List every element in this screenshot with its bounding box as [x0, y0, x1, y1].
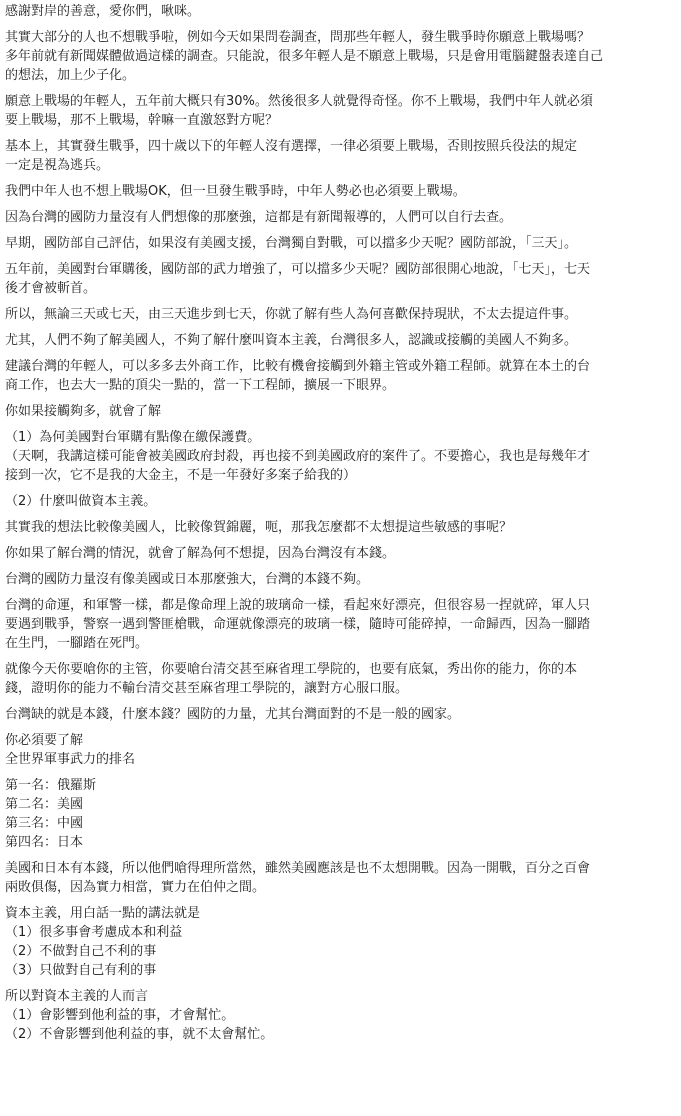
list-item: （1）會影響到他利益的事，才會幫忙。: [5, 1008, 235, 1023]
capitalism-conclusion-list: [5, 987, 681, 1044]
text-line: 所以，無論三天或七天，由三天進步到七天，你就了解有些人為何喜歡保持現狀，不太去提這件事。: [5, 307, 578, 322]
paragraph: [5, 182, 681, 201]
paragraph: [5, 234, 681, 253]
text-line: （天啊，我講這樣可能會被美國政府封殺，再也接不到美國政府的案件了。不要擔心，我也是每幾年才: [5, 449, 591, 464]
text-line: 後才會被斬首。: [5, 281, 97, 296]
text-line: 多年前就有新聞媒體做過這樣的調查。只能說，很多年輕人是不願意上戰場，只是會用電腦鍵盤表達自己: [5, 49, 604, 64]
list-item: （2）不會影響到他利益的事，就不太會幫忙。: [5, 1027, 274, 1042]
text-line: 其實大部分的人也不想戰爭啦，例如今天如果問卷調查，問那些年輕人，發生戰爭時你願意上戰場嗎？: [5, 30, 591, 45]
ranking-list: [5, 776, 681, 852]
text-line: 因為台灣的國防力量沒有人們想像的那麼強，這都是有新聞報導的，人們可以自行去查。: [5, 210, 513, 225]
text-line: 就像今天你要嗆你的主管，你要嗆台清交甚至麻省理工學院的，也要有底氣，秀出你的能力，你的本: [5, 662, 578, 677]
paragraph: [5, 705, 681, 724]
paragraph: [5, 402, 681, 421]
paragraph: [5, 331, 681, 350]
text-line: 早期，國防部自己評估，如果沒有美國支援，台灣獨自對戰，可以擋多少天呢？國防部說，「三天」。: [5, 236, 578, 251]
paragraph: [5, 260, 681, 298]
paragraph: [5, 544, 681, 563]
paragraph: [5, 518, 681, 537]
paragraph: [5, 2, 681, 21]
text-line: 所以對資本主義的人而言: [5, 989, 149, 1004]
text-line: 感謝對岸的善意，愛你們，啾咪。: [5, 4, 201, 19]
paragraph: [5, 305, 681, 324]
text-line: 商工作，也去大一點的頂尖一點的，當一下工程師，擴展一下眼界。: [5, 378, 396, 393]
text-line: 尤其，人們不夠了解美國人，不夠了解什麼叫資本主義，台灣很多人，認識或接觸的美國人不夠多。: [5, 333, 578, 348]
text-line: 要遇到戰爭，警察一遇到警匪槍戰，命運就像漂亮的玻璃一樣，隨時可能碎掉，一命歸西，因為一腳踏: [5, 617, 591, 632]
list-item: （1）很多事會考慮成本和利益: [5, 925, 183, 940]
text-line: 台灣的命運，和軍警一樣，都是像命理上說的玻璃命一樣，看起來好漂亮，但很容易一捏就碎，軍人只: [5, 598, 591, 613]
text-line: 基本上，其實發生戰爭，四十歲以下的年輕人沒有選擇，一律必須要上戰場，否則按照兵役法的規定: [5, 139, 578, 154]
ranking-item: 第四名：日本: [5, 835, 84, 850]
text-line: （1）為何美國對台軍購有點像在繳保護費。: [5, 430, 261, 445]
text-line: 我們中年人也不想上戰場OK，但一旦發生戰爭時，中年人勢必也必須要上戰場。: [5, 184, 466, 199]
paragraph: [5, 731, 681, 769]
ranking-item: 第一名：俄羅斯: [5, 778, 97, 793]
text-line: 一定是視為逃兵。: [5, 158, 110, 173]
text-line: 美國和日本有本錢，所以他們嗆得理所當然，雖然美國應該是也不太想開戰。因為一開戰，百分之百會: [5, 861, 591, 876]
text-line: 要上戰場，那不上戰場，幹嘛一直激怒對方呢？: [5, 113, 279, 128]
text-line: 全世界軍事武力的排名: [5, 752, 136, 767]
text-line: 你如果接觸夠多，就會了解: [5, 404, 162, 419]
paragraph: [5, 208, 681, 227]
paragraph: [5, 660, 681, 698]
text-line: 的想法，加上少子化。: [5, 68, 136, 83]
text-line: 在生門，一腳踏在死門。: [5, 636, 149, 651]
paragraph: [5, 28, 681, 85]
text-line: 錢，證明你的能力不輸台清交甚至麻省理工學院的，讓對方心服口服。: [5, 681, 409, 696]
text-line: 接到一次，它不是我的大金主，不是一年發好多案子給我的）: [5, 468, 357, 483]
text-line: （2）什麼叫做資本主義。: [5, 494, 157, 509]
paragraph: [5, 428, 681, 485]
text-line: 兩敗俱傷，因為實力相當，實力在伯仲之間。: [5, 880, 266, 895]
ranking-item: 第二名：美國: [5, 797, 84, 812]
ranking-item: 第三名：中國: [5, 816, 84, 831]
text-line: 五年前，美國對台軍購後，國防部的武力增強了，可以擋多少天呢？國防部很開心地說，「七天」，七天: [5, 262, 591, 277]
text-line: 你如果了解台灣的情況，就會了解為何不想提，因為台灣沒有本錢。: [5, 546, 396, 561]
text-line: 建議台灣的年輕人，可以多多去外商工作，比較有機會接觸到外籍主管或外籍工程師。就算在本土的台: [5, 359, 591, 374]
list-item: （2）不做對自己不利的事: [5, 944, 157, 959]
text-line: 你必須要了解: [5, 733, 84, 748]
paragraph: [5, 570, 681, 589]
text-line: 願意上戰場的年輕人，五年前大概只有30%。然後很多人就覺得奇怪。你不上戰場，我們中年人就必須: [5, 94, 593, 109]
paragraph: [5, 92, 681, 130]
paragraph: [5, 137, 681, 175]
text-line: 資本主義，用白話一點的講法就是: [5, 906, 201, 921]
capitalism-list: [5, 904, 681, 980]
text-line: 台灣缺的就是本錢，什麼本錢？國防的力量，尤其台灣面對的不是一般的國家。: [5, 707, 461, 722]
paragraph: [5, 357, 681, 395]
paragraph: [5, 859, 681, 897]
list-item: （3）只做對自己有利的事: [5, 963, 157, 978]
paragraph: [5, 492, 681, 511]
paragraph: [5, 596, 681, 653]
text-line: 台灣的國防力量沒有像美國或日本那麼強大，台灣的本錢不夠。: [5, 572, 370, 587]
text-line: 其實我的想法比較像美國人，比較像賀錦麗，呃，那我怎麼都不太想提這些敏感的事呢？: [5, 520, 513, 535]
article-body: [5, 0, 681, 1116]
